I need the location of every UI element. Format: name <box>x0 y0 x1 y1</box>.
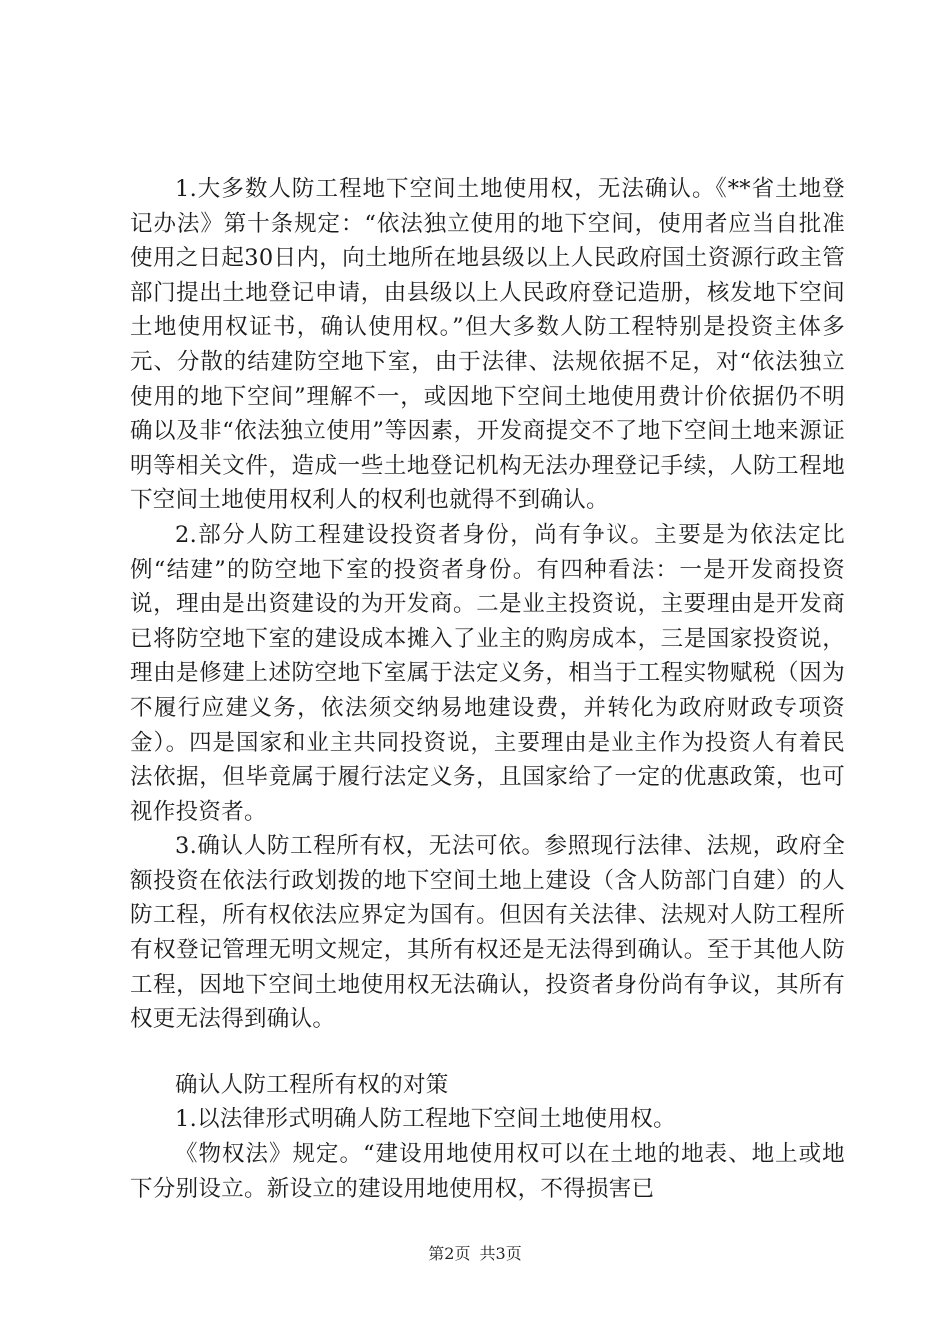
section-gap <box>130 1037 845 1068</box>
section-heading: 确认人防工程所有权的对策 <box>175 1071 449 1098</box>
paragraph-countermeasure-1: 1.以法律形式明确人防工程地下空间土地使用权。 <box>175 1106 676 1133</box>
page-footer <box>0 1244 950 1264</box>
paragraph-land-use-right: 1.大多数人防工程地下空间土地使用权，无法确认。《**省土地登记办法》第十条规定：“依法独立使用的地下空间，使用者应当自批准使用之日起30日内，向土地所在地县级以上人民政府国土资源行政主管部门提出土地登记申请，由县级以上人民政府登记造册，核发地下空间土地使用权证书，确认使用权。”但大多数人防工程特别是投资主体多元、分散的结建防空地下室，由于法律、法规依据不足，对“依法独立使用的地下空间”理解不一，或因地下空间土地使用费计价依据仍不明确以及非“依法独立使用”等因素，开发商提交不了地下空间土地来源证明等相关文件，造成一些土地登记机构无法办理登记手续，人防工程地下空间土地使用权利人的权利也就得不到确认。 <box>130 176 845 514</box>
document-body <box>130 172 845 1206</box>
page-number: 第2页 <box>428 1244 471 1263</box>
paragraph-investor-identity: 2.部分人防工程建设投资者身份，尚有争议。主要是为依法定比例“结建”的防空地下室的投资者身份。有四种看法：一是开发商投资说，理由是出资建设的为开发商。二是业主投资说，主要理由是开发商已将防空地下室的建设成本摊入了业主的购房成本，三是国家投资说，理由是修建上述防空地下室属于法定义务，相当于工程实物赋税（因为不履行应建义务，依法须交纳易地建设费，并转化为政府财政专项资金）。四是国家和业主共同投资说，主要理由是业主作为投资人有着民法依据，但毕竟属于履行法定义务，且国家给了一定的优惠政策，也可视作投资者。 <box>130 521 845 825</box>
page-total: 共3页 <box>479 1244 522 1263</box>
paragraph-ownership-no-law: 3.确认人防工程所有权，无法可依。参照现行法律、法规，政府全额投资在依法行政划拨的地下空间土地上建设（含人防部门自建）的人防工程，所有权依法应界定为国有。但因有关法律、法规对人防工程所有权登记管理无明文规定，其所有权还是无法得到确认。至于其他人防工程，因地下空间土地使用权无法确认，投资者身份尚有争议，其所有权更无法得到确认。 <box>130 833 845 1033</box>
paragraph-property-law: 《物权法》规定。“建设用地使用权可以在土地的地表、地上或地下分别设立。新设立的建设用地使用权，不得损害已 <box>130 1141 845 1202</box>
